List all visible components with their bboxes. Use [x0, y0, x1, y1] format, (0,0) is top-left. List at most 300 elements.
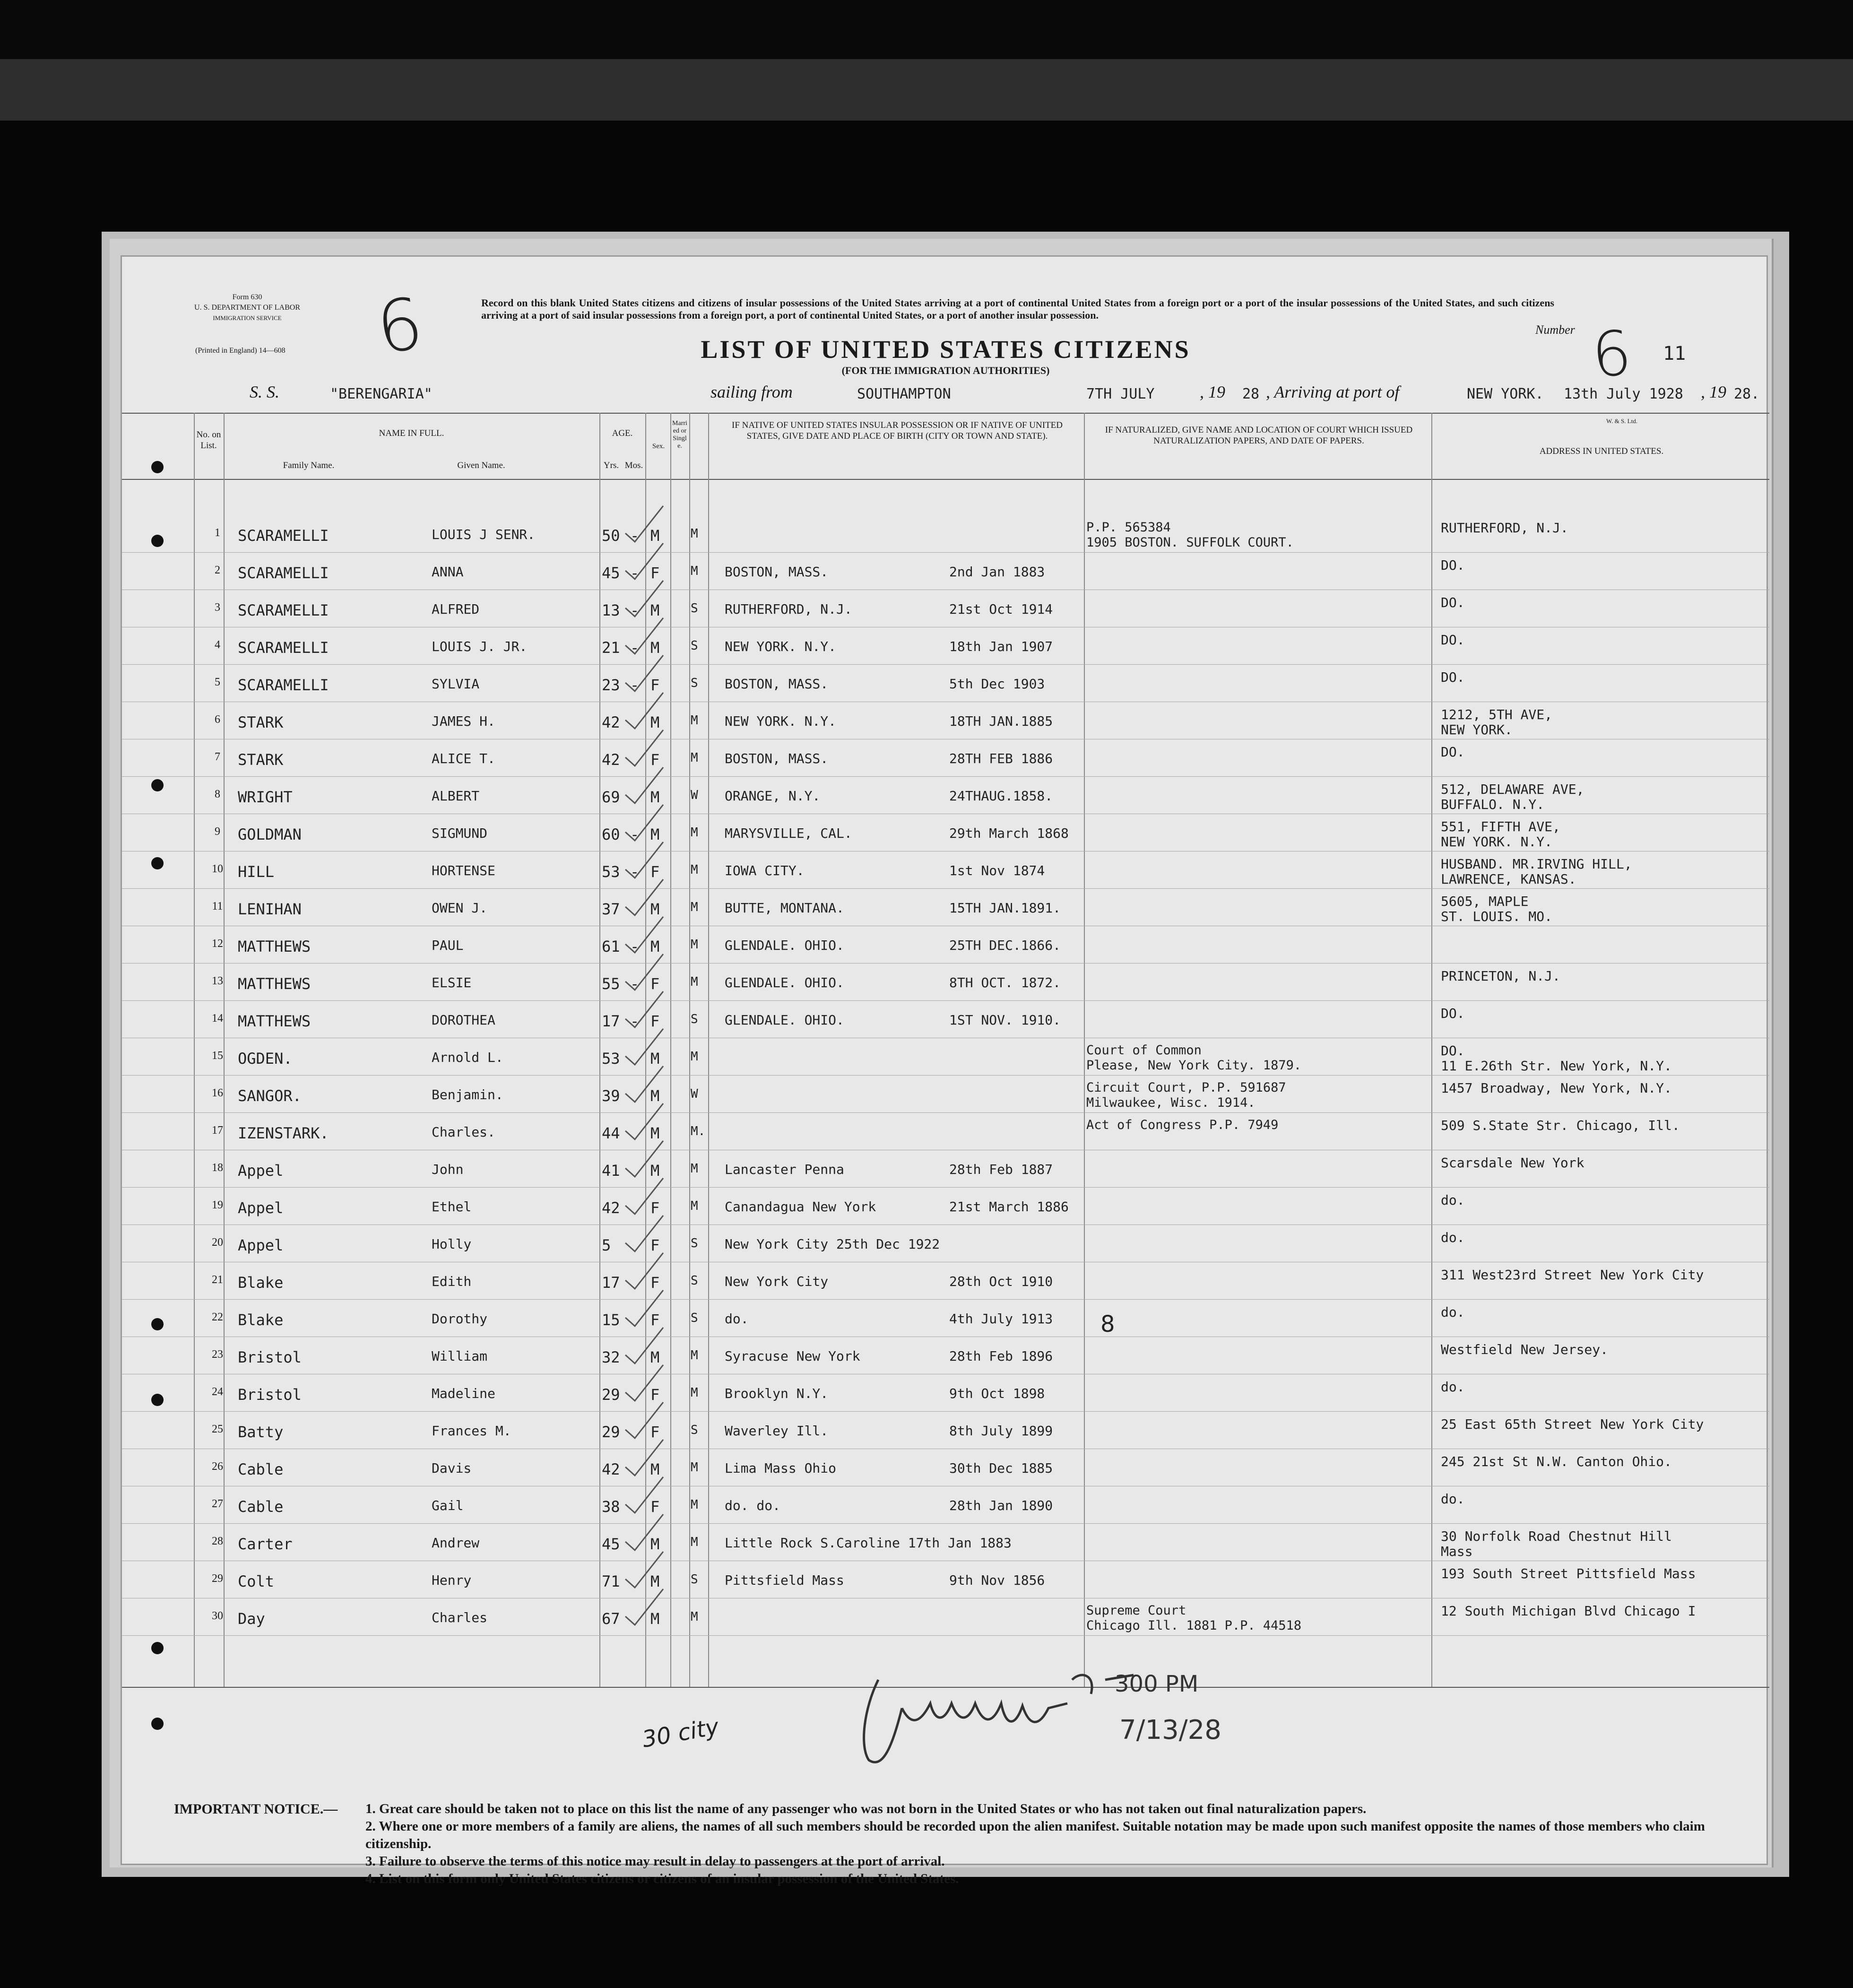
- table-row: [122, 893, 1769, 930]
- given-name: Frances M.: [432, 1423, 511, 1439]
- age-years: 71: [602, 1572, 620, 1590]
- row-rule: [122, 1523, 1769, 1524]
- birth-place: GLENDALE. OHIO.: [725, 975, 844, 990]
- birth-date: 18TH JAN.1885: [949, 713, 1053, 729]
- notice-item: 4. List on this form only United States citizens or citizens of an insular possession of the United States.: [365, 1871, 959, 1886]
- marital-status: S: [691, 1572, 698, 1587]
- sex: F: [650, 1311, 660, 1329]
- birth-place: Waverley Ill.: [725, 1423, 829, 1439]
- row-number: 30: [212, 1610, 223, 1622]
- table-row: [122, 1005, 1769, 1042]
- family-name: HILL: [238, 863, 275, 881]
- sex: F: [650, 1012, 660, 1030]
- address-line-1: do.: [1441, 1379, 1465, 1395]
- row-number: 22: [212, 1311, 223, 1323]
- birth-date: 8TH OCT. 1872.: [949, 975, 1061, 990]
- sex: F: [650, 1498, 660, 1516]
- sex: M: [650, 788, 660, 806]
- table-row: [122, 1303, 1769, 1341]
- marital-status: M: [691, 1348, 698, 1363]
- table-row: [122, 556, 1769, 594]
- address-line-1: DO.: [1441, 744, 1465, 760]
- family-name: IZENSTARK.: [238, 1124, 329, 1142]
- check-mark-icon: [623, 617, 666, 655]
- family-name: Appel: [238, 1199, 284, 1217]
- given-name: DOROTHEA: [432, 1012, 495, 1028]
- signature-time: 300 PM: [1115, 1671, 1199, 1697]
- age-years: 39: [602, 1087, 620, 1105]
- handwritten-page-number: 6: [372, 282, 428, 370]
- age-months: -: [630, 527, 640, 545]
- list-number-suffix: 11: [1663, 343, 1686, 365]
- notice-item: 2. Where one or more members of a family are aliens, the names of all such members should be recorded upon the alien manifest. Suitable notation may be made upon such manifest opposite the names of those members who claim citizenship.: [365, 1819, 1705, 1851]
- birth-place: New York City: [725, 1274, 829, 1289]
- sex: F: [650, 564, 660, 582]
- birth-place: MARYSVILLE, CAL.: [725, 825, 852, 841]
- film-border-gray: [0, 59, 1853, 121]
- header-naturalized: IF NATURALIZED, GIVE NAME AND LOCATION OF COURT WHICH ISSUED NATURALIZATION PAPERS, AND DATE OF PAPERS.: [1105, 425, 1413, 446]
- birth-date: 25TH DEC.1866.: [949, 938, 1061, 953]
- age-years: 38: [602, 1498, 620, 1516]
- birth-place: BUTTE, MONTANA.: [725, 900, 844, 916]
- address-line-1: 311 West23rd Street New York City: [1441, 1267, 1704, 1283]
- row-number: 9: [215, 825, 220, 838]
- row-number: 10: [212, 863, 223, 875]
- age-years: 67: [602, 1610, 620, 1628]
- sex: M: [650, 1162, 660, 1180]
- birth-date: 1st Nov 1874: [949, 863, 1045, 878]
- record-instructions: Record on this blank United States citizens and citizens of insular possessions of the United States arriving at a port of continental United States from a foreign port or a port of the insular possessions of the United States, and such citizens arriving at a port of said insular possessions from a foreign port, a port of continental United States, or a port of another insular possession.: [481, 297, 1554, 321]
- check-mark-icon: [623, 804, 666, 842]
- table-row: [122, 818, 1769, 855]
- family-name: MATTHEWS: [238, 938, 311, 955]
- address-line-1: 551, FIFTH AVE,: [1441, 819, 1560, 834]
- birth-date: 9th Nov 1856: [949, 1572, 1045, 1588]
- family-name: MATTHEWS: [238, 975, 311, 993]
- marital-status: M: [691, 1610, 698, 1624]
- age-years: 42: [602, 751, 620, 769]
- row-number: 5: [215, 676, 220, 688]
- naturalization-line-1: Supreme Court: [1086, 1603, 1186, 1618]
- form-department: U. S. DEPARTMENT OF LABOR: [194, 304, 300, 312]
- marital-status: M: [691, 564, 698, 578]
- row-number: 16: [212, 1087, 223, 1099]
- ss-label: S. S.: [250, 382, 279, 401]
- age-years: 29: [602, 1423, 620, 1441]
- age-years: 32: [602, 1348, 620, 1366]
- family-name: OGDEN.: [238, 1050, 293, 1068]
- given-name: ALFRED: [432, 601, 480, 617]
- check-mark-icon: [623, 878, 666, 916]
- marital-status: M.: [691, 1124, 706, 1138]
- birth-date: 29th March 1868: [949, 825, 1069, 841]
- row-rule: [122, 1112, 1769, 1113]
- birth-date: 4th July 1913: [949, 1311, 1053, 1327]
- marital-status: M: [691, 1498, 698, 1512]
- family-name: Day: [238, 1610, 265, 1628]
- binder-hole: [151, 1318, 164, 1330]
- sex: F: [650, 1423, 660, 1441]
- marital-status: S: [691, 676, 698, 690]
- address-line-2: 11 E.26th Str. New York, N.Y.: [1441, 1058, 1672, 1074]
- table-row: [122, 706, 1769, 743]
- row-rule: [122, 963, 1769, 964]
- age-years: 53: [602, 1050, 620, 1068]
- arriving-label: , Arriving at port of: [1266, 382, 1400, 401]
- binder-hole: [151, 857, 164, 869]
- age-months: -: [630, 1012, 640, 1030]
- birth-place: IOWA CITY.: [725, 863, 805, 878]
- birth-place: NEW YORK. N.Y.: [725, 713, 837, 729]
- age-years: 45: [602, 564, 620, 582]
- marital-status: M: [691, 938, 698, 952]
- age-years: 50: [602, 527, 620, 545]
- row-number: 27: [212, 1498, 223, 1510]
- birth-date: 28th Feb 1896: [949, 1348, 1053, 1364]
- binder-hole: [151, 1394, 164, 1406]
- address-line-1: 1457 Broadway, New York, N.Y.: [1441, 1080, 1672, 1096]
- list-subtitle: (FOR THE IMMIGRATION AUTHORITIES): [841, 365, 1050, 376]
- marital-status: M: [691, 1050, 698, 1064]
- form-number: Form 630: [232, 293, 262, 301]
- sex: F: [650, 1274, 660, 1292]
- table-row: [122, 1415, 1769, 1453]
- header-bottom-rule: [122, 479, 1769, 480]
- sex: M: [650, 601, 660, 619]
- address-line-1: 30 Norfolk Road Chestnut Hill: [1441, 1528, 1672, 1544]
- check-mark-icon: [623, 1177, 666, 1215]
- address-line-1: DO.: [1441, 1006, 1465, 1021]
- birth-place: BOSTON, MASS.: [725, 751, 829, 766]
- given-name: PAUL: [432, 938, 464, 953]
- check-mark-icon: [623, 692, 666, 729]
- address-line-2: BUFFALO. N.Y.: [1441, 797, 1545, 812]
- table-row: [122, 1490, 1769, 1528]
- header-given-name: Given Name.: [457, 460, 505, 470]
- table-row: [122, 930, 1769, 967]
- sex: M: [650, 1050, 660, 1068]
- birth-date: 9th Oct 1898: [949, 1386, 1045, 1401]
- table-row: [122, 1378, 1769, 1415]
- marital-status: S: [691, 1236, 698, 1250]
- address-line-1: DO.: [1441, 632, 1465, 648]
- family-name: SCARAMELLI: [238, 676, 329, 694]
- ship-name: "BERENGARIA": [330, 386, 433, 402]
- address-line-1: Westfield New Jersey.: [1441, 1342, 1609, 1357]
- birth-date: 28th Jan 1890: [949, 1498, 1053, 1513]
- table-row: [122, 781, 1769, 818]
- film-border-top: [0, 0, 1853, 59]
- given-name: Benjamin.: [432, 1087, 503, 1103]
- notice-label: IMPORTANT NOTICE.—: [174, 1801, 338, 1817]
- birth-date: 18th Jan 1907: [949, 639, 1053, 654]
- table-row: [122, 1079, 1769, 1117]
- marital-status: W: [691, 1087, 698, 1101]
- family-name: Blake: [238, 1274, 284, 1292]
- family-name: Carter: [238, 1535, 293, 1553]
- row-number: 29: [212, 1572, 223, 1585]
- naturalization-line-1: Court of Common: [1086, 1043, 1202, 1058]
- age-years: 69: [602, 788, 620, 806]
- age-years: 44: [602, 1124, 620, 1142]
- form-printed: (Printed in England) 14—608: [195, 347, 286, 355]
- address-line-2: NEW YORK.: [1441, 722, 1513, 738]
- sex: F: [650, 676, 660, 694]
- sex: F: [650, 1386, 660, 1404]
- given-name: SIGMUND: [432, 825, 488, 841]
- sex: F: [650, 1236, 660, 1254]
- marital-status: M: [691, 1162, 698, 1176]
- table-row: [122, 1042, 1769, 1079]
- birth-place: Brooklyn N.Y.: [725, 1386, 829, 1401]
- marital-status: M: [691, 863, 698, 877]
- given-name: LOUIS J SENR.: [432, 527, 536, 542]
- sex: M: [650, 639, 660, 657]
- row-number: 14: [212, 1012, 223, 1024]
- given-name: Holly: [432, 1236, 472, 1252]
- naturalization-line-1: P.P. 565384: [1086, 520, 1171, 535]
- arrival-date: 13th July 1928: [1564, 386, 1683, 402]
- check-mark-icon: [623, 542, 666, 580]
- birth-place: BOSTON, MASS.: [725, 676, 829, 692]
- row-number: 28: [212, 1535, 223, 1547]
- binder-hole: [151, 779, 164, 791]
- sex: M: [650, 900, 660, 918]
- marital-status: S: [691, 639, 698, 653]
- table-row: [122, 1602, 1769, 1640]
- row-rule: [122, 1224, 1769, 1225]
- check-mark-icon: [623, 1476, 666, 1514]
- form-service: IMMIGRATION SERVICE: [213, 314, 282, 321]
- age-years: 42: [602, 713, 620, 731]
- marital-status: S: [691, 1012, 698, 1026]
- marital-status: W: [691, 788, 698, 802]
- table-row: [122, 631, 1769, 668]
- age-years: 5: [602, 1236, 611, 1254]
- row-rule: [122, 552, 1769, 553]
- address-line-1: DO.: [1441, 595, 1465, 610]
- binder-hole: [151, 1642, 164, 1654]
- marital-status: S: [691, 1274, 698, 1288]
- year-prefix-1: , 19: [1200, 382, 1225, 401]
- age-years: 55: [602, 975, 620, 993]
- given-name: Madeline: [432, 1386, 495, 1401]
- address-line-1: do.: [1441, 1304, 1465, 1320]
- row-number: 20: [212, 1236, 223, 1249]
- family-name: SCARAMELLI: [238, 527, 329, 545]
- check-mark-icon: [623, 1551, 666, 1589]
- age-years: 17: [602, 1012, 620, 1030]
- age-months: -: [630, 639, 640, 657]
- birth-place: Little Rock S.Caroline 17th Jan 1883: [725, 1535, 1012, 1551]
- marital-status: S: [691, 1423, 698, 1437]
- naturalization-line-2: Milwaukee, Wisc. 1914.: [1086, 1095, 1256, 1110]
- given-name: Dorothy: [432, 1311, 488, 1327]
- row-rule: [122, 1635, 1769, 1636]
- check-mark-icon: [623, 1513, 666, 1551]
- check-mark-icon: [623, 1327, 666, 1364]
- ship-line: [250, 382, 1762, 406]
- birth-place: Lima Mass Ohio: [725, 1460, 837, 1476]
- address-line-1: Scarsdale New York: [1441, 1155, 1585, 1171]
- list-number: 6: [1589, 316, 1635, 392]
- birth-place: RUTHERFORD, N.J.: [725, 601, 852, 617]
- sailing-label: sailing from: [710, 382, 793, 401]
- row-number: 24: [212, 1386, 223, 1398]
- birth-date: 8th July 1899: [949, 1423, 1053, 1439]
- check-mark-icon: [623, 1289, 666, 1327]
- table-row: [122, 1117, 1769, 1154]
- family-name: WRIGHT: [238, 788, 293, 806]
- manifest-sheet: [121, 255, 1768, 1886]
- age-years: 21: [602, 639, 620, 657]
- row-number: 2: [215, 564, 220, 576]
- binder-hole: [151, 461, 164, 473]
- notice-item: 3. Failure to observe the terms of this notice may result in delay to passengers at the port of arrival.: [365, 1854, 945, 1869]
- address-line-2: ST. LOUIS. MO.: [1441, 909, 1553, 924]
- given-name: Henry: [432, 1572, 472, 1588]
- naturalization-line-1: Circuit Court, P.P. 591687: [1086, 1080, 1286, 1095]
- row-number: 23: [212, 1348, 223, 1361]
- header-family-name: Family Name.: [283, 460, 335, 470]
- address-line-1: PRINCETON, N.J.: [1441, 968, 1560, 984]
- table-row: [122, 1565, 1769, 1602]
- header-birth: IF NATIVE OF UNITED STATES INSULAR POSSESSION OR IF NATIVE OF UNITED STATES, GIVE DATE AND PLACE OF BIRTH (CITY OR TOWN AND STATE).: [732, 420, 1063, 441]
- list-title: LIST OF UNITED STATES CITIZENS: [701, 335, 1191, 364]
- age-months: -: [630, 825, 640, 843]
- header-married: Married or Single.: [672, 420, 687, 450]
- header-name-in-full: NAME IN FULL.: [379, 428, 444, 438]
- year-2: 28.: [1734, 386, 1760, 402]
- birth-place: ORANGE, N.Y.: [725, 788, 821, 804]
- birth-date: 21st Oct 1914: [949, 601, 1053, 617]
- address-line-1: DO.: [1441, 1043, 1465, 1059]
- address-line-1: 25 East 65th Street New York City: [1441, 1416, 1704, 1432]
- given-name: William: [432, 1348, 488, 1364]
- family-name: SCARAMELLI: [238, 564, 329, 582]
- address-line-1: 12 South Michigan Blvd Chicago I: [1441, 1603, 1696, 1619]
- row-number: 19: [212, 1199, 223, 1211]
- sex: F: [650, 751, 660, 769]
- table-row: [122, 1341, 1769, 1378]
- header-sex: Sex.: [652, 443, 665, 450]
- row-number: 7: [215, 751, 220, 763]
- family-name: Batty: [238, 1423, 284, 1441]
- birth-date: 24THAUG.1858.: [949, 788, 1053, 804]
- table-row: [122, 668, 1769, 706]
- marital-status: M: [691, 1386, 698, 1400]
- printer-mark: W. & S. Ltd.: [1606, 417, 1637, 425]
- given-name: Ethel: [432, 1199, 472, 1215]
- age-years: 23: [602, 676, 620, 694]
- address-line-1: 193 South Street Pittsfield Mass: [1441, 1566, 1696, 1581]
- row-number: 17: [212, 1124, 223, 1137]
- birth-date: 2nd Jan 1883: [949, 564, 1045, 580]
- margin-mark: 8: [1100, 1311, 1115, 1337]
- marital-status: M: [691, 751, 698, 765]
- check-mark-icon: [623, 505, 666, 543]
- check-mark-icon: [623, 1028, 666, 1066]
- row-rule: [122, 664, 1769, 665]
- given-name: Charles: [432, 1610, 488, 1625]
- age-years: 60: [602, 825, 620, 843]
- naturalization-line-2: 1905 BOSTON. SUFFOLK COURT.: [1086, 535, 1294, 550]
- row-number: 26: [212, 1460, 223, 1473]
- row-rule: [122, 1187, 1769, 1188]
- check-mark-icon: [623, 580, 666, 617]
- header-no: No. on List.: [196, 430, 221, 451]
- address-line-1: RUTHERFORD, N.J.: [1441, 520, 1568, 536]
- family-name: Appel: [238, 1236, 284, 1254]
- birth-place: NEW YORK. N.Y.: [725, 639, 837, 654]
- family-name: SANGOR.: [238, 1087, 302, 1105]
- age-years: 37: [602, 900, 620, 918]
- given-name: JAMES H.: [432, 713, 495, 729]
- table-row: [122, 594, 1769, 631]
- given-name: ANNA: [432, 564, 464, 580]
- given-name: Davis: [432, 1460, 472, 1476]
- marital-status: S: [691, 601, 698, 616]
- birth-date: 5th Dec 1903: [949, 676, 1045, 692]
- row-rule: [122, 1411, 1769, 1412]
- sailing-from: SOUTHAMPTON: [857, 386, 951, 402]
- given-name: Gail: [432, 1498, 464, 1513]
- binder-hole: [151, 1718, 164, 1730]
- row-number: 1: [215, 527, 220, 539]
- row-rule: [122, 776, 1769, 777]
- row-number: 12: [212, 938, 223, 950]
- birth-place: Syracuse New York: [725, 1348, 860, 1364]
- age-years: 29: [602, 1386, 620, 1404]
- age-months: -: [630, 938, 640, 955]
- number-label: Number: [1535, 323, 1575, 337]
- table-row: [122, 519, 1769, 556]
- table-row: [122, 855, 1769, 893]
- birth-place: GLENDALE. OHIO.: [725, 938, 844, 953]
- address-line-2: NEW YORK. N.Y.: [1441, 834, 1553, 850]
- address-line-1: do.: [1441, 1230, 1465, 1245]
- family-name: STARK: [238, 713, 284, 731]
- marital-status: M: [691, 1535, 698, 1549]
- age-years: 42: [602, 1460, 620, 1478]
- sex: M: [650, 938, 660, 955]
- table-row: [122, 967, 1769, 1005]
- family-name: Colt: [238, 1572, 275, 1590]
- family-name: Appel: [238, 1162, 284, 1180]
- notice-item: 1. Great care should be taken not to place on this list the name of any passenger who was not born in the United States or who has not taken out final naturalization papers.: [365, 1801, 1367, 1816]
- birth-place: Pittsfield Mass: [725, 1572, 844, 1588]
- table-row: [122, 1229, 1769, 1266]
- address-line-1: 5605, MAPLE: [1441, 894, 1529, 909]
- family-name: Cable: [238, 1498, 284, 1516]
- row-number: 25: [212, 1423, 223, 1435]
- birth-date: 1ST NOV. 1910.: [949, 1012, 1061, 1028]
- birth-date: 21st March 1886: [949, 1199, 1069, 1215]
- check-mark-icon: [623, 1588, 666, 1626]
- family-name: Cable: [238, 1460, 284, 1478]
- table-row: [122, 1453, 1769, 1490]
- row-number: 15: [212, 1050, 223, 1062]
- check-mark-icon: [623, 1065, 666, 1103]
- birth-place: do. do.: [725, 1498, 781, 1513]
- birth-date: 28th Feb 1887: [949, 1162, 1053, 1177]
- given-name: OWEN J.: [432, 900, 488, 916]
- check-mark-icon: [623, 990, 666, 1028]
- row-number: 13: [212, 975, 223, 987]
- family-name: STARK: [238, 751, 284, 769]
- row-rule: [122, 1075, 1769, 1076]
- family-name: MATTHEWS: [238, 1012, 311, 1030]
